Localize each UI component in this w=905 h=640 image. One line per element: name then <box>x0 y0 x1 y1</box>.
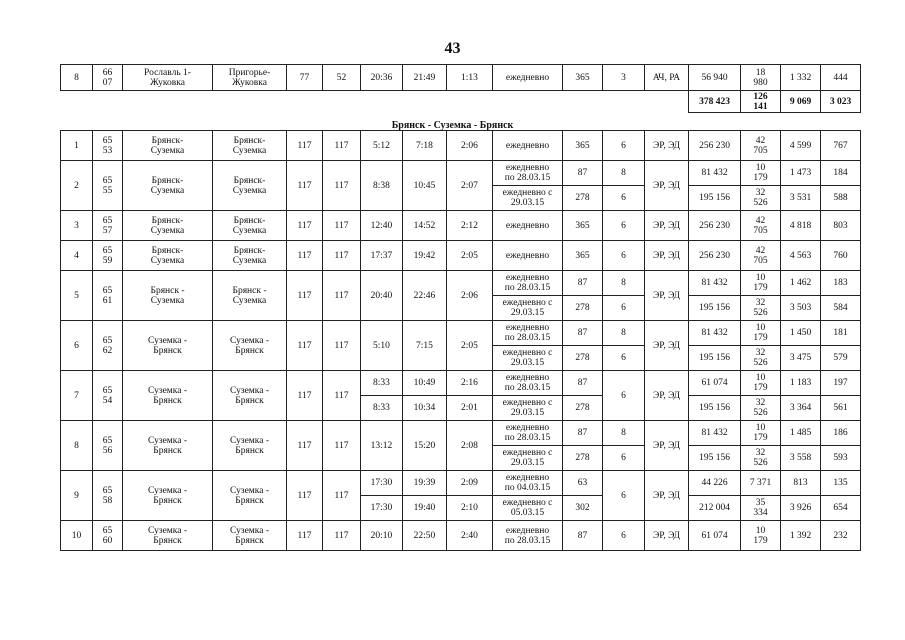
duration: 2:01 <box>447 396 493 421</box>
regime: ежедневно по 28.03.15 <box>493 161 563 186</box>
table-cell <box>61 91 689 113</box>
table-cell: 117 <box>323 471 361 521</box>
days-count: 87 <box>563 521 603 551</box>
table-cell: Пригорье- Жуковка <box>213 65 287 91</box>
arrival-time: 22:46 <box>403 271 447 321</box>
regime: ежедневно с 29.03.15 <box>493 446 563 471</box>
route-to: Брянск - Суземка <box>213 271 287 321</box>
value-cell: 3 531 <box>781 186 821 211</box>
table-cell: 117 <box>287 321 323 371</box>
days-count: 278 <box>563 296 603 321</box>
value-cell: 212 004 <box>689 496 741 521</box>
row-number: 5 <box>61 271 93 321</box>
train-type: ЭР, ЭД <box>645 321 689 371</box>
value-cell: 183 <box>821 271 861 296</box>
regime: ежедневно с 29.03.15 <box>493 296 563 321</box>
table-cell: 18 980 <box>741 65 781 91</box>
value-cell: 7 371 <box>741 471 781 496</box>
value-cell: 135 <box>821 471 861 496</box>
value-cell: 10 179 <box>741 321 781 346</box>
value-cell: 3 503 <box>781 296 821 321</box>
route-to: Суземка - Брянск <box>213 471 287 521</box>
table-row <box>61 271 861 296</box>
train-type: ЭР, ЭД <box>645 471 689 521</box>
regime: ежедневно с 29.03.15 <box>493 396 563 421</box>
table-cell: 117 <box>287 271 323 321</box>
value-cell: 3 926 <box>781 496 821 521</box>
value-cell: 3 475 <box>781 346 821 371</box>
duration: 2:12 <box>447 211 493 241</box>
table-cell: ежедневно <box>493 65 563 91</box>
page-number: 43 <box>444 40 461 57</box>
table-cell: 117 <box>287 421 323 471</box>
value-cell: 42 705 <box>741 211 781 241</box>
table-cell: 117 <box>287 371 323 421</box>
row-number: 7 <box>61 371 93 421</box>
duration: 2:08 <box>447 421 493 471</box>
table-cell: 66 07 <box>93 65 123 91</box>
table-cell: 20:36 <box>361 65 403 91</box>
value-cell: 195 156 <box>689 446 741 471</box>
table-row <box>61 241 861 271</box>
value-cell: 61 074 <box>689 521 741 551</box>
value-cell: 584 <box>821 296 861 321</box>
train-code: 65 60 <box>93 521 123 551</box>
value-cell: 593 <box>821 446 861 471</box>
route-to: Суземка - Брянск <box>213 421 287 471</box>
value-cell: 256 230 <box>689 241 741 271</box>
train-type: ЭР, ЭД <box>645 371 689 421</box>
table-row <box>61 421 861 446</box>
cars-count: 8 <box>603 321 645 346</box>
route-to: Суземка - Брянск <box>213 321 287 371</box>
value-cell: 1 462 <box>781 271 821 296</box>
arrival-time: 19:42 <box>403 241 447 271</box>
regime: ежедневно <box>493 211 563 241</box>
cars-count: 8 <box>603 161 645 186</box>
departure-time: 20:10 <box>361 521 403 551</box>
train-type: ЭР, ЭД <box>645 521 689 551</box>
value-cell: 32 526 <box>741 296 781 321</box>
route-from: Суземка - Брянск <box>123 321 213 371</box>
cars-count: 8 <box>603 271 645 296</box>
value-cell: 181 <box>821 321 861 346</box>
table-cell: 117 <box>287 241 323 271</box>
total-cell: 378 423 <box>689 91 741 113</box>
departure-time: 8:33 <box>361 396 403 421</box>
table-cell: 117 <box>287 521 323 551</box>
row-number: 4 <box>61 241 93 271</box>
regime: ежедневно по 28.03.15 <box>493 521 563 551</box>
value-cell: 1 485 <box>781 421 821 446</box>
regime: ежедневно с 05.03.15 <box>493 496 563 521</box>
cars-count: 6 <box>603 241 645 271</box>
schedule-table <box>60 130 861 551</box>
value-cell: 195 156 <box>689 296 741 321</box>
route-from: Брянск- Суземка <box>123 131 213 161</box>
table-row <box>61 471 861 496</box>
arrival-time: 22:50 <box>403 521 447 551</box>
cars-count: 6 <box>603 471 645 521</box>
value-cell: 81 432 <box>689 321 741 346</box>
arrival-time: 10:49 <box>403 371 447 396</box>
value-cell: 10 179 <box>741 271 781 296</box>
table-cell: 117 <box>287 161 323 211</box>
value-cell: 1 473 <box>781 161 821 186</box>
departure-time: 13:12 <box>361 421 403 471</box>
days-count: 87 <box>563 371 603 396</box>
value-cell: 3 558 <box>781 446 821 471</box>
table-cell: 52 <box>323 65 361 91</box>
value-cell: 42 705 <box>741 241 781 271</box>
value-cell: 10 179 <box>741 421 781 446</box>
departure-time: 20:40 <box>361 271 403 321</box>
train-type: ЭР, ЭД <box>645 131 689 161</box>
table-cell: 1 332 <box>781 65 821 91</box>
arrival-time: 7:15 <box>403 321 447 371</box>
regime: ежедневно с 29.03.15 <box>493 346 563 371</box>
departure-time: 5:10 <box>361 321 403 371</box>
total-cell: 9 069 <box>781 91 821 113</box>
departure-time: 8:38 <box>361 161 403 211</box>
value-cell: 195 156 <box>689 346 741 371</box>
row-number: 3 <box>61 211 93 241</box>
days-count: 365 <box>563 211 603 241</box>
table-cell: 56 940 <box>689 65 741 91</box>
value-cell: 256 230 <box>689 211 741 241</box>
value-cell: 81 432 <box>689 271 741 296</box>
row-number: 6 <box>61 321 93 371</box>
value-cell: 42 705 <box>741 131 781 161</box>
duration: 2:10 <box>447 496 493 521</box>
table-cell: 8 <box>61 65 93 91</box>
table-row <box>61 131 861 161</box>
cars-count: 6 <box>603 346 645 371</box>
table-cell: 3 <box>603 65 645 91</box>
table-cell: 117 <box>287 211 323 241</box>
route-to: Брянск- Суземка <box>213 241 287 271</box>
days-count: 278 <box>563 186 603 211</box>
duration: 2:06 <box>447 271 493 321</box>
arrival-time: 10:34 <box>403 396 447 421</box>
table-row <box>61 371 861 396</box>
value-cell: 32 526 <box>741 346 781 371</box>
days-count: 278 <box>563 396 603 421</box>
duration: 2:40 <box>447 521 493 551</box>
table-cell: 117 <box>323 421 361 471</box>
value-cell: 256 230 <box>689 131 741 161</box>
table-cell: 1:13 <box>447 65 493 91</box>
row-number: 1 <box>61 131 93 161</box>
regime: ежедневно по 28.03.15 <box>493 371 563 396</box>
value-cell: 81 432 <box>689 161 741 186</box>
value-cell: 195 156 <box>689 396 741 421</box>
row-number: 9 <box>61 471 93 521</box>
table-cell: 117 <box>323 161 361 211</box>
arrival-time: 19:39 <box>403 471 447 496</box>
train-code: 65 62 <box>93 321 123 371</box>
value-cell: 10 179 <box>741 521 781 551</box>
route-from: Брянск- Суземка <box>123 241 213 271</box>
train-type: ЭР, ЭД <box>645 161 689 211</box>
arrival-time: 15:20 <box>403 421 447 471</box>
row-number: 10 <box>61 521 93 551</box>
departure-time: 17:30 <box>361 471 403 496</box>
value-cell: 561 <box>821 396 861 421</box>
value-cell: 760 <box>821 241 861 271</box>
arrival-time: 10:45 <box>403 161 447 211</box>
table-row <box>61 521 861 551</box>
regime: ежедневно с 29.03.15 <box>493 186 563 211</box>
route-to: Брянск- Суземка <box>213 161 287 211</box>
table-cell: 117 <box>287 471 323 521</box>
duration: 2:07 <box>447 161 493 211</box>
cars-count: 6 <box>603 446 645 471</box>
value-cell: 35 334 <box>741 496 781 521</box>
route-from: Брянск- Суземка <box>123 211 213 241</box>
days-count: 302 <box>563 496 603 521</box>
value-cell: 32 526 <box>741 396 781 421</box>
cars-count: 6 <box>603 131 645 161</box>
duration: 2:05 <box>447 321 493 371</box>
duration: 2:06 <box>447 131 493 161</box>
train-code: 65 59 <box>93 241 123 271</box>
train-type: ЭР, ЭД <box>645 271 689 321</box>
value-cell: 579 <box>821 346 861 371</box>
cars-count: 6 <box>603 211 645 241</box>
table-cell: 117 <box>323 211 361 241</box>
row-number: 8 <box>61 421 93 471</box>
days-count: 63 <box>563 471 603 496</box>
days-count: 278 <box>563 446 603 471</box>
value-cell: 184 <box>821 161 861 186</box>
table-cell: 117 <box>323 271 361 321</box>
duration: 2:09 <box>447 471 493 496</box>
value-cell: 1 183 <box>781 371 821 396</box>
days-count: 365 <box>563 241 603 271</box>
train-type: ЭР, ЭД <box>645 211 689 241</box>
table-row <box>61 161 861 186</box>
departure-time: 8:33 <box>361 371 403 396</box>
value-cell: 4 563 <box>781 241 821 271</box>
value-cell: 232 <box>821 521 861 551</box>
train-code: 65 53 <box>93 131 123 161</box>
table-cell: 117 <box>323 521 361 551</box>
days-count: 365 <box>563 131 603 161</box>
value-cell: 197 <box>821 371 861 396</box>
table-cell: 21:49 <box>403 65 447 91</box>
regime: ежедневно по 28.03.15 <box>493 421 563 446</box>
route-from: Брянск- Суземка <box>123 161 213 211</box>
value-cell: 10 179 <box>741 161 781 186</box>
value-cell: 803 <box>821 211 861 241</box>
table-cell: 117 <box>323 131 361 161</box>
value-cell: 813 <box>781 471 821 496</box>
departure-time: 17:37 <box>361 241 403 271</box>
regime: ежедневно по 28.03.15 <box>493 271 563 296</box>
days-count: 87 <box>563 421 603 446</box>
table-cell: 117 <box>323 241 361 271</box>
train-type: ЭР, ЭД <box>645 421 689 471</box>
route-to: Суземка - Брянск <box>213 521 287 551</box>
route-from: Суземка - Брянск <box>123 471 213 521</box>
table-cell: 77 <box>287 65 323 91</box>
regime: ежедневно по 28.03.15 <box>493 321 563 346</box>
top-table <box>60 64 861 113</box>
train-code: 65 55 <box>93 161 123 211</box>
departure-time: 12:40 <box>361 211 403 241</box>
total-cell: 126 141 <box>741 91 781 113</box>
value-cell: 1 450 <box>781 321 821 346</box>
regime: ежедневно по 04.03.15 <box>493 471 563 496</box>
days-count: 278 <box>563 346 603 371</box>
days-count: 87 <box>563 321 603 346</box>
cars-count: 6 <box>603 371 645 421</box>
route-from: Суземка - Брянск <box>123 421 213 471</box>
route-to: Брянск- Суземка <box>213 131 287 161</box>
cars-count: 6 <box>603 296 645 321</box>
cars-count: 8 <box>603 421 645 446</box>
cars-count: 6 <box>603 521 645 551</box>
value-cell: 654 <box>821 496 861 521</box>
table-cell: АЧ, РА <box>645 65 689 91</box>
row-number: 2 <box>61 161 93 211</box>
regime: ежедневно <box>493 241 563 271</box>
arrival-time: 14:52 <box>403 211 447 241</box>
value-cell: 186 <box>821 421 861 446</box>
value-cell: 3 364 <box>781 396 821 421</box>
table-cell: 117 <box>323 321 361 371</box>
table-row <box>61 321 861 346</box>
value-cell: 44 226 <box>689 471 741 496</box>
table-row <box>61 211 861 241</box>
table-cell: 365 <box>563 65 603 91</box>
arrival-time: 19:40 <box>403 496 447 521</box>
regime: ежедневно <box>493 131 563 161</box>
departure-time: 17:30 <box>361 496 403 521</box>
value-cell: 588 <box>821 186 861 211</box>
duration: 2:05 <box>447 241 493 271</box>
route-from: Суземка - Брянск <box>123 371 213 421</box>
value-cell: 61 074 <box>689 371 741 396</box>
value-cell: 1 392 <box>781 521 821 551</box>
value-cell: 4 599 <box>781 131 821 161</box>
value-cell: 195 156 <box>689 186 741 211</box>
train-code: 65 57 <box>93 211 123 241</box>
train-type: ЭР, ЭД <box>645 241 689 271</box>
value-cell: 32 526 <box>741 446 781 471</box>
table-cell: 117 <box>287 131 323 161</box>
train-code: 65 61 <box>93 271 123 321</box>
section-title: Брянск - Суземка - Брянск <box>391 120 514 131</box>
value-cell: 767 <box>821 131 861 161</box>
table-cell: Рославль 1- Жуковка <box>123 65 213 91</box>
duration: 2:16 <box>447 371 493 396</box>
table-cell: 444 <box>821 65 861 91</box>
days-count: 87 <box>563 161 603 186</box>
train-code: 65 56 <box>93 421 123 471</box>
arrival-time: 7:18 <box>403 131 447 161</box>
departure-time: 5:12 <box>361 131 403 161</box>
total-cell: 3 023 <box>821 91 861 113</box>
value-cell: 4 818 <box>781 211 821 241</box>
route-from: Суземка - Брянск <box>123 521 213 551</box>
route-to: Суземка - Брянск <box>213 371 287 421</box>
value-cell: 10 179 <box>741 371 781 396</box>
train-code: 65 58 <box>93 471 123 521</box>
route-to: Брянск- Суземка <box>213 211 287 241</box>
value-cell: 32 526 <box>741 186 781 211</box>
route-from: Брянск - Суземка <box>123 271 213 321</box>
value-cell: 81 432 <box>689 421 741 446</box>
table-cell: 117 <box>323 371 361 421</box>
days-count: 87 <box>563 271 603 296</box>
train-code: 65 54 <box>93 371 123 421</box>
cars-count: 6 <box>603 186 645 211</box>
